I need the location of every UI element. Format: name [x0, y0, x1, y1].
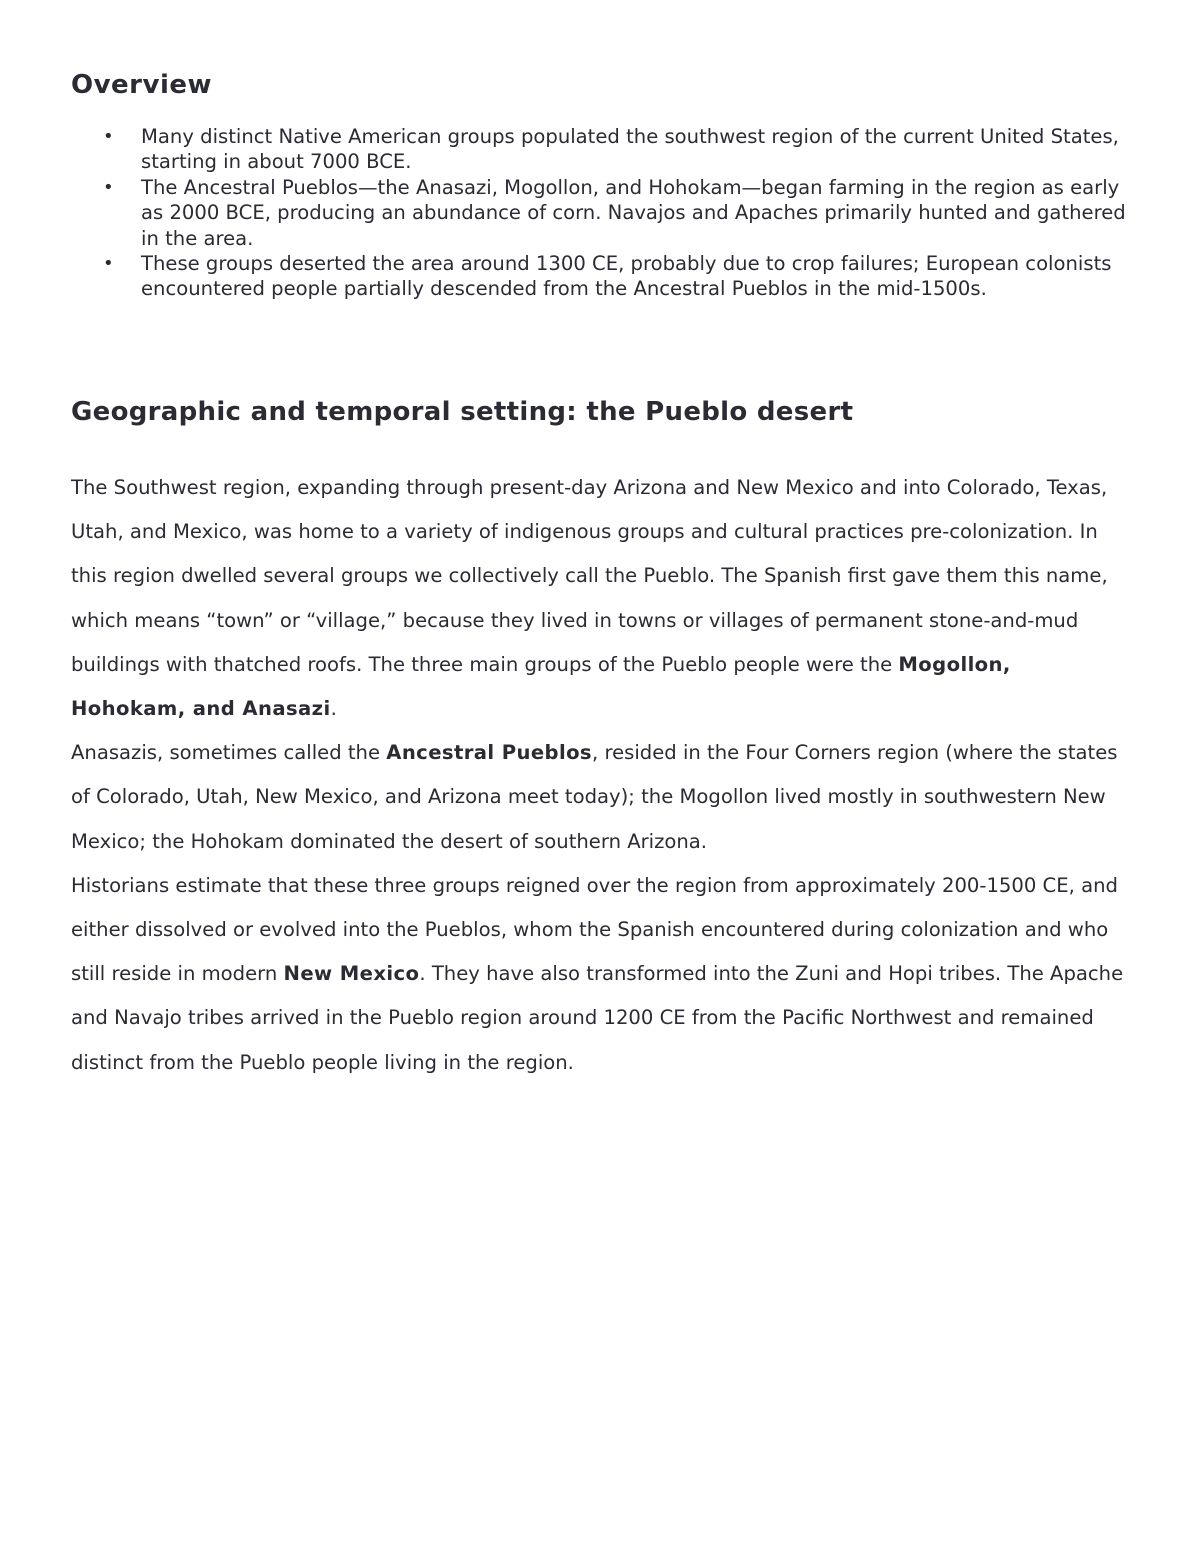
paragraph-bold-text: Ancestral Pueblos	[386, 741, 592, 765]
paragraph	[71, 864, 1131, 1085]
list-item-text: Many distinct Native American groups populated the southwest region of the current United States, starting in about 7000 BCE.	[141, 125, 1119, 174]
list-item	[71, 251, 1131, 302]
bullet-icon: •	[103, 126, 114, 147]
paragraph-text: Anasazis, sometimes called the	[71, 741, 387, 765]
section-body	[71, 466, 1131, 1085]
paragraph-text: Historians estimate that these three groups reigned over the region from approximately 200-1500 CE, and either dissolved or evolved into the Pueblos, whom the Spanish encountered during colonization and who still reside in modern	[71, 873, 1118, 986]
section-heading: Geographic and temporal setting: the Pueblo desert	[71, 397, 854, 427]
paragraph-text: .	[330, 697, 337, 721]
paragraph-bold-text: Mogollon, Hohokam, and Anasazi	[71, 652, 1011, 721]
list-item-text: These groups deserted the area around 1300 CE, probably due to crop failures; European colonists encountered people partially descended from the Ancestral Pueblos in the mid-1500s.	[141, 252, 1112, 301]
overview-bullet-list	[71, 124, 1131, 302]
bullet-icon: •	[103, 176, 114, 198]
paragraph	[71, 466, 1131, 731]
list-item-text: The Ancestral Pueblos—the Anasazi, Mogollon, and Hohokam—began farming in the region as early as 2000 BCE, producing an abundance of corn. Navajos and Apaches primarily hunted and gathered in the area.	[141, 175, 1126, 250]
paragraph-text: . They have also transformed into the Zuni and Hopi tribes. The Apache and Navajo tribes arrived in the Pueblo region around 1200 CE from the Pacific Northwest and remained distinct from the Pueblo people living in the region.	[71, 962, 1124, 1074]
overview-heading: Overview	[71, 70, 213, 100]
paragraph	[71, 731, 1131, 864]
paragraph-bold-text: New Mexico	[283, 962, 420, 986]
list-item	[71, 175, 1131, 251]
list-item	[71, 124, 1131, 175]
paragraph-text: The Southwest region, expanding through present-day Arizona and New Mexico and into Colorado, Texas, Utah, and Mexico, was home to a variety of indigenous groups and cultural practices pre-colonization. In this region dwelled several groups we collectively call the Pueblo. The Spanish first gave them this name, which means “town” or “village,” because they lived in towns or villages of permanent stone-and-mud buildings with thatched roofs. The three main groups of the Pueblo people were the	[71, 476, 1108, 676]
paragraph-text: , resided in the Four Corners region (where the states of Colorado, Utah, New Mexico, and Arizona meet today); the Mogollon lived mostly in southwestern New Mexico; the Hohokam dominated the desert of southern Arizona.	[71, 741, 1118, 853]
bullet-icon: •	[103, 253, 114, 275]
